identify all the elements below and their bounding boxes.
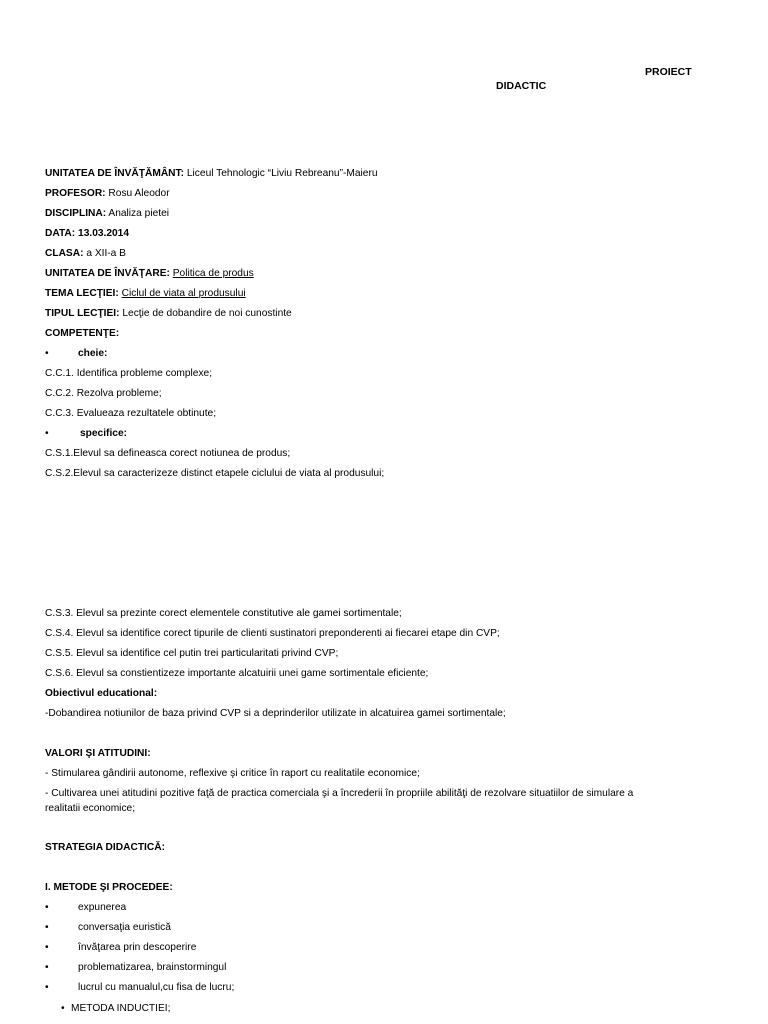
school-value: Liceul Tehnologic “Liviu Rebreanu”-Maieru [186, 168, 378, 179]
specific-competences-label: specifice: [80, 428, 127, 439]
values-heading: VALORI ŞI ATITUDINI: [45, 748, 151, 759]
competences-heading: COMPETENŢE: [45, 328, 120, 339]
bullet-icon: • [45, 348, 49, 359]
specific-competence-item: C.S.3. Elevul sa prezinte corect elementele constitutive ale gamei sortimentale; [45, 608, 402, 619]
specific-competence-item: C.S.2.Elevul sa caracterizeze distinct etapele ciclului de viata al produsului; [45, 468, 385, 479]
type-value: Lecţie de dobandire de noi cunostinte [122, 308, 292, 319]
bullet-icon: • [45, 982, 49, 993]
class-label: CLASA: [45, 248, 84, 259]
values-item: - Stimularea gândirii autonome, reflexive şi critice în raport cu realitatile economice; [45, 768, 420, 779]
school-row [45, 168, 378, 179]
type-row [45, 308, 292, 319]
bullet-icon: • [45, 428, 49, 439]
method-item: lucrul cu manualul,cu fisa de lucru; [78, 982, 235, 993]
method-sub-item: METODA INDUCTIEI; [71, 1003, 171, 1014]
method-item: expunerea [78, 902, 127, 913]
class-row [45, 248, 126, 259]
subject-row [45, 208, 169, 219]
subject-label: DISCIPLINA: [45, 208, 107, 219]
date-label: DATA: [45, 228, 76, 239]
specific-competence-item: C.S.1.Elevul sa defineasca corect notiunea de produs; [45, 448, 291, 459]
date-row [45, 228, 129, 239]
title-word-1: PROIECT [645, 66, 692, 78]
key-competences-label: cheie: [78, 348, 108, 359]
bullet-icon: • [61, 1003, 65, 1014]
values-item: - Cultivarea unei atitudini pozitive faţă de practica comerciala şi a încrederii în propriile abilităţi de rezolvare situatiilor de simulare a [45, 788, 634, 799]
values-item-continuation: realitatii economice; [45, 803, 136, 814]
theme-label: TEMA LECŢIEI: [45, 288, 119, 299]
bullet-icon: • [45, 962, 49, 973]
method-item: conversaţia euristică [78, 922, 171, 933]
unit-row [45, 268, 254, 279]
bullet-icon: • [45, 922, 49, 933]
specific-competence-item: C.S.4. Elevul sa identifice corect tipurile de clienti sustinatori preponderenti ai fiecarei etape din CVP; [45, 628, 500, 639]
school-label: UNITATEA DE ÎNVĂŢĂMÂNT: [45, 168, 185, 179]
bullet-icon: • [45, 902, 49, 913]
unit-value: Politica de produs [172, 268, 254, 279]
method-item: problematizarea, brainstormingul [78, 962, 227, 973]
theme-row [45, 288, 246, 299]
specific-competence-item: C.S.6. Elevul sa constientizeze importante alcatuirii unei game sortimentale eficiente; [45, 668, 429, 679]
strategy-heading: STRATEGIA DIDACTICĂ: [45, 842, 165, 853]
subject-value: Analiza pietei [108, 208, 170, 219]
type-label: TIPUL LECŢIEI: [45, 308, 120, 319]
teacher-row [45, 188, 170, 199]
title-word-2: DIDACTIC [496, 80, 547, 92]
methods-heading: I. METODE ŞI PROCEDEE: [45, 882, 173, 893]
theme-value: Ciclul de viata al produsului [121, 288, 246, 299]
key-competence-item: C.C.2. Rezolva probleme; [45, 388, 162, 399]
key-competence-item: C.C.3. Evalueaza rezultatele obtinute; [45, 408, 217, 419]
key-competence-item: C.C.1. Identifica probleme complexe; [45, 368, 213, 379]
date-value: 13.03.2014 [78, 228, 130, 239]
bullet-icon: • [45, 942, 49, 953]
class-value: a XII-a B [86, 248, 126, 259]
objective-heading: Obiectivul educational: [45, 688, 158, 699]
specific-competence-item: C.S.5. Elevul sa identifice cel putin trei particularitati privind CVP; [45, 648, 339, 659]
objective-text: -Dobandirea notiunilor de baza privind CVP si a deprinderilor utilizate in alcatuirea gamei sortimentale; [45, 708, 506, 719]
teacher-value: Rosu Aleodor [108, 188, 170, 199]
unit-label: UNITATEA DE ÎNVĂŢARE: [45, 268, 170, 279]
method-item: învăţarea prin descoperire [78, 942, 197, 953]
teacher-label: PROFESOR: [45, 188, 106, 199]
